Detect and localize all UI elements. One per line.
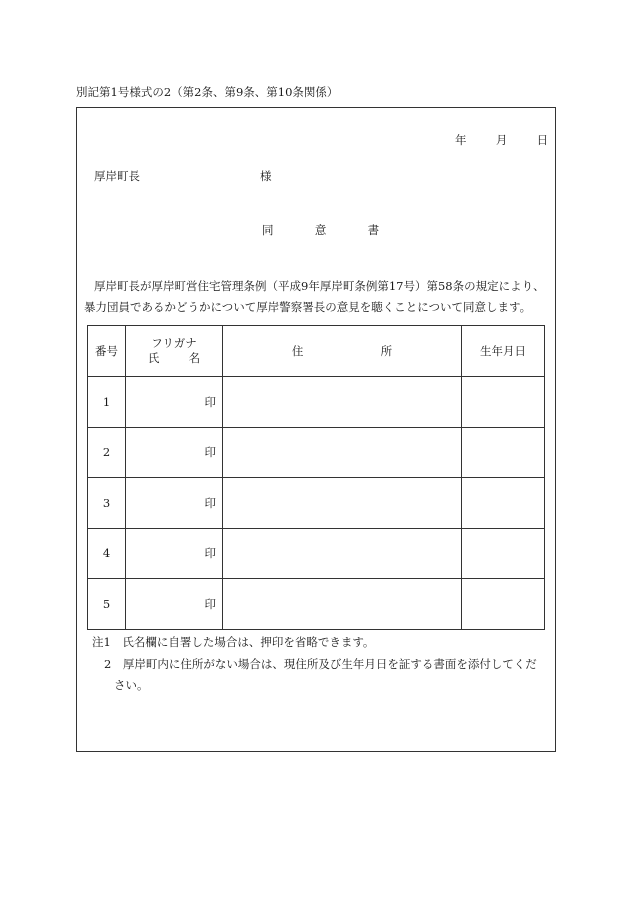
header-name-char-2: 名 <box>188 351 201 365</box>
seal-mark: 印 <box>204 495 216 510</box>
seal-mark: 印 <box>204 546 216 561</box>
birthdate-cell[interactable] <box>462 377 545 428</box>
note-1: 注1 氏名欄に自署した場合は、押印を省略できます。 <box>92 635 375 649</box>
date-day-label: 日 <box>536 133 549 147</box>
form-reference: 別記第1号様式の2（第2条、第9条、第10条関係） <box>76 85 339 99</box>
title-char-1: 同 <box>262 223 276 237</box>
table-row <box>88 377 545 428</box>
row-number: 2 <box>88 427 126 478</box>
table-row <box>88 528 545 579</box>
seal-mark: 印 <box>204 394 216 409</box>
row-number: 1 <box>88 377 126 428</box>
date-year-label: 年 <box>455 133 467 147</box>
addressee-name: 厚岸町長 <box>94 169 140 183</box>
birthdate-cell[interactable] <box>462 579 545 630</box>
table-header-row <box>88 326 545 377</box>
header-number: 番号 <box>88 326 126 377</box>
header-shimei <box>126 351 222 366</box>
header-birthdate: 生年月日 <box>462 326 545 377</box>
name-cell[interactable] <box>126 377 223 428</box>
title-char-2: 意 <box>314 223 329 237</box>
birthdate-cell[interactable] <box>462 528 545 579</box>
address-cell[interactable] <box>223 427 462 478</box>
date-month-label: 月 <box>495 133 508 147</box>
address-cell[interactable] <box>223 478 462 529</box>
date-line <box>455 132 548 148</box>
name-cell[interactable] <box>126 427 223 478</box>
document-title <box>262 222 381 238</box>
header-address-char-1: 住 <box>291 344 304 358</box>
birthdate-cell[interactable] <box>462 478 545 529</box>
header-name <box>126 326 223 377</box>
address-cell[interactable] <box>223 528 462 579</box>
birthdate-cell[interactable] <box>462 427 545 478</box>
note-2: 2 厚岸町内に住所がない場合は、現住所及び生年月日を証する書面を添付してくだ <box>104 657 537 671</box>
row-number: 5 <box>88 579 126 630</box>
address-cell[interactable] <box>223 579 462 630</box>
note-2-continued: さい。 <box>114 678 149 692</box>
addressee-honorific: 様 <box>260 169 272 183</box>
table-row <box>88 579 545 630</box>
row-number: 3 <box>88 478 126 529</box>
table-row <box>88 478 545 529</box>
name-cell[interactable] <box>126 528 223 579</box>
header-address <box>223 326 462 377</box>
title-char-3: 書 <box>367 223 382 237</box>
address-cell[interactable] <box>223 377 462 428</box>
table-row <box>88 427 545 478</box>
name-cell[interactable] <box>126 478 223 529</box>
header-address-char-2: 所 <box>380 344 393 358</box>
consent-table <box>87 325 545 630</box>
name-cell[interactable] <box>126 579 223 630</box>
consent-statement: 厚岸町長が厚岸町営住宅管理条例（平成9年厚岸町条例第17号）第58条の規定により、暴力団員であるかどうかについて厚岸警察署長の意見を聴くことについて同意します。 <box>84 279 545 314</box>
seal-mark: 印 <box>204 596 216 611</box>
seal-mark: 印 <box>204 445 216 460</box>
row-number: 4 <box>88 528 126 579</box>
header-name-char-1: 氏 <box>147 351 160 365</box>
header-furigana: フリガナ <box>151 336 197 350</box>
